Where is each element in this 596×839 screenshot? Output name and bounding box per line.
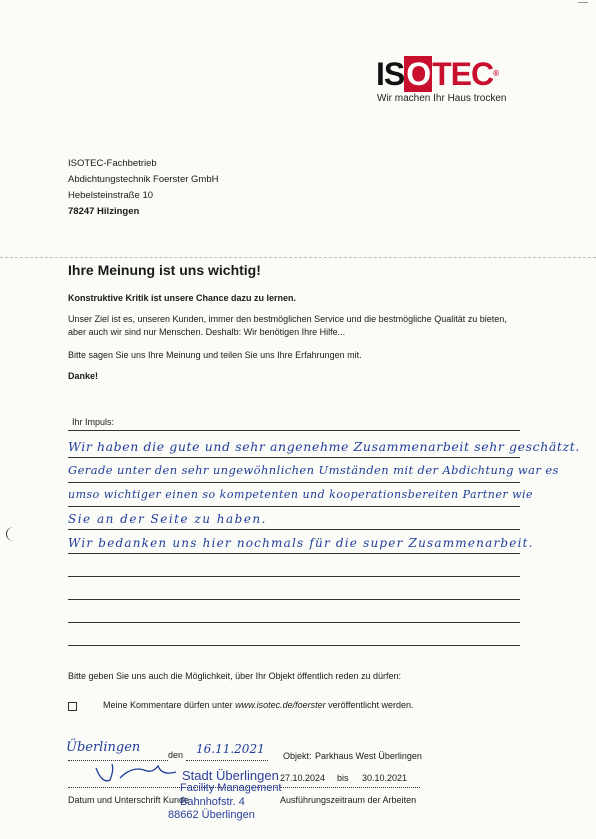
period-to: 30.10.2021 <box>362 773 408 783</box>
period-dotted-line <box>280 787 420 788</box>
isotec-logo <box>376 58 511 90</box>
date-dotted-line <box>186 760 268 761</box>
logo-registered: ® <box>493 69 499 78</box>
subheading: Konstruktive Kritik ist unsere Chance dazu zu lernen. <box>68 293 297 303</box>
thanks-text: Danke! <box>68 371 99 381</box>
den-label: den <box>168 750 184 760</box>
handwritten-line-4: Sie an der Seite zu haben. <box>68 512 267 526</box>
signature-label: Datum und Unterschrift Kunde <box>68 795 190 805</box>
stamp-line-2: Facility Management <box>180 782 282 794</box>
write-line <box>68 482 520 483</box>
customer-signature <box>92 760 182 786</box>
address-line-4: 78247 Hilzingen <box>68 206 140 217</box>
punch-hole-mark <box>6 527 21 541</box>
checkbox-label-prefix: Meine Kommentare dürfen unter <box>103 700 236 710</box>
stamp-line-3: Bahnhofstr. 4 <box>180 796 245 808</box>
checkbox-label-suffix: veröffentlicht werden. <box>325 700 414 710</box>
request-text: Bitte sagen Sie uns Ihre Meinung und teilen Sie uns Ihre Erfahrungen mit. <box>68 350 362 360</box>
slogan: Wir machen Ihr Haus trocken <box>377 93 507 104</box>
address-line-1: ISOTEC-Fachbetrieb <box>68 158 157 169</box>
isotec-link[interactable]: www.isotec.de/foerster <box>235 700 326 710</box>
logo-tec: TEC <box>432 56 494 92</box>
period-from: 27.10.2024 <box>280 773 326 783</box>
write-line <box>68 576 520 577</box>
write-line <box>68 622 520 623</box>
object-value: Parkhaus West Überlingen <box>315 751 422 761</box>
handwritten-line-2: Gerade unter den sehr ungewöhnlichen Umständen mit der Abdichtung war es <box>68 463 559 477</box>
period-bis: bis <box>337 773 349 783</box>
impuls-label: Ihr Impuls: <box>72 417 115 427</box>
address-line-2: Abdichtungstechnik Foerster GmbH <box>68 174 219 185</box>
stamp-line-4: 88662 Überlingen <box>168 809 255 821</box>
write-line <box>68 430 520 431</box>
intro-line-2: aber auch wir sind nur Menschen. Deshalb: Wir benötigen Ihre Hilfe... <box>68 327 346 337</box>
write-line <box>68 553 520 554</box>
fold-line <box>0 257 596 258</box>
stamp-line-1: Stadt Überlingen <box>182 768 279 783</box>
handwritten-line-3: umso wichtiger einen so kompetenten und kooperationsbereiten Partner wie <box>68 488 534 501</box>
handwritten-line-1: Wir haben die gute und sehr angenehme Zusammenarbeit sehr geschätzt. <box>68 439 580 454</box>
write-line <box>68 529 520 530</box>
logo-o: O <box>406 56 431 92</box>
address-line-3: Hebelsteinstraße 10 <box>68 190 154 201</box>
intro-line-1: Unser Ziel ist es, unseren Kunden, immer den bestmöglichen Service und die bestmögliche Qualität zu bieten, <box>68 314 507 324</box>
logo-iso: IS <box>376 56 405 92</box>
publish-checkbox[interactable] <box>68 702 77 711</box>
checkbox-label <box>103 700 414 710</box>
signature-place: Überlingen <box>66 740 141 755</box>
page-title: Ihre Meinung ist uns wichtig! <box>68 262 261 278</box>
corner-mark <box>578 2 588 3</box>
object-label: Objekt: <box>283 751 312 761</box>
handwritten-line-5: Wir bedanken uns hier nochmals für die super Zusammenarbeit. <box>68 536 534 550</box>
write-line <box>68 457 520 458</box>
write-line <box>68 645 520 646</box>
signature-date: 16.11.2021 <box>196 742 265 756</box>
write-line <box>68 506 520 507</box>
write-line <box>68 599 520 600</box>
period-label: Ausführungszeitraum der Arbeiten <box>280 795 417 805</box>
permission-text: Bitte geben Sie uns auch die Möglichkeit, über Ihr Objekt öffentlich reden zu dürfen: <box>68 671 402 681</box>
